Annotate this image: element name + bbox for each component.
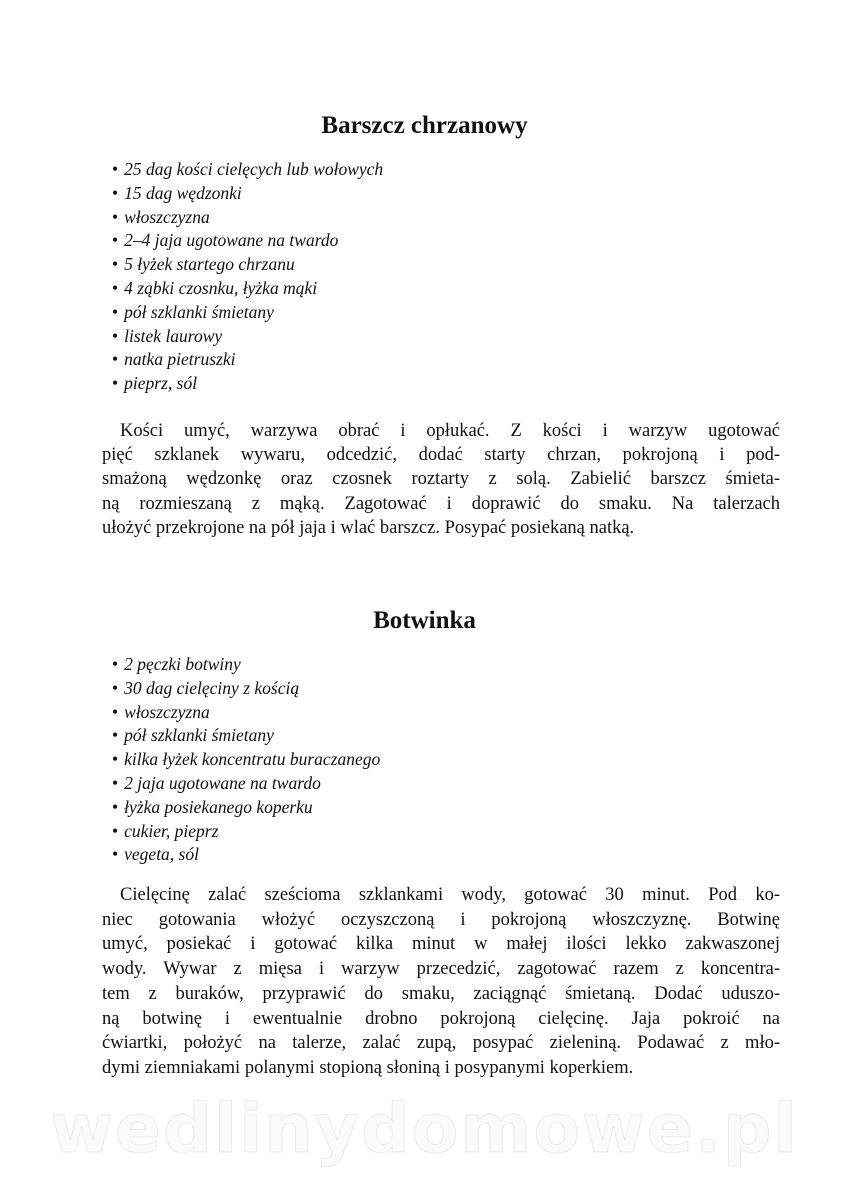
- text-line: ćwiartki, położyć na talerze, zalać zupą, posypać zieleniną. Podawać z mło-: [102, 1033, 780, 1054]
- instructions-botwinka: [102, 883, 780, 1081]
- list-item: • 2–4 jaja ugotowane na twardo: [112, 229, 383, 253]
- list-item: • łyżka posiekanego koperku: [112, 796, 380, 820]
- ingredient-list-barszcz: [112, 158, 383, 396]
- list-item: • 4 ząbki czosnku, łyżka mąki: [112, 277, 383, 301]
- text-line: ną rozmieszaną z mąką. Zagotować i doprawić do smaku. Na talerzach: [102, 493, 780, 514]
- text-line: dymi ziemniakami polanymi stopioną słoniną i posypanymi koperkiem.: [102, 1057, 634, 1078]
- recipe-title-botwinka: Botwinka: [373, 607, 476, 634]
- text-line: umyć, posiekać i gotować kilka minut w małej ilości lekko zakwaszonej: [102, 934, 780, 955]
- text-line: pięć szklanek wywaru, odcedzić, dodać starty chrzan, pokrojoną i pod-: [102, 445, 780, 466]
- instructions-barszcz: [102, 419, 780, 540]
- text-line: tem z buraków, przyprawić do smaku, zaciągnąć śmietaną. Dodać uduszo-: [102, 983, 780, 1004]
- text-line: Kości umyć, warzywa obrać i opłukać. Z kości i warzyw ugotować: [120, 421, 780, 441]
- text-line: wody. Wywar z mięsa i warzyw przecedzić, zagotować razem z koncentra-: [102, 959, 780, 980]
- list-item: • włoszczyzna: [112, 701, 380, 725]
- list-item: • 25 dag kości cielęcych lub wołowych: [112, 158, 383, 182]
- text-line: Cielęcinę zalać sześcioma szklankami wody, gotować 30 minut. Pod ko-: [120, 885, 780, 905]
- list-item: • kilka łyżek koncentratu buraczanego: [112, 748, 380, 772]
- list-item: • pieprz, sól: [112, 372, 383, 396]
- list-item: • 30 dag cielęciny z kością: [112, 677, 380, 701]
- list-item: • natka pietruszki: [112, 348, 383, 372]
- list-item: • 15 dag wędzonki: [112, 182, 383, 206]
- text-line: ułożyć przekrojone na pół jaja i wlać barszcz. Posypać posiekaną natką.: [102, 517, 635, 538]
- list-item: • pół szklanki śmietany: [112, 724, 380, 748]
- list-item: • cukier, pieprz: [112, 820, 380, 844]
- list-item: • listek laurowy: [112, 325, 383, 349]
- text-line: smażoną wędzonkę oraz czosnek roztarty z solą. Zabielić barszcz śmieta-: [102, 469, 780, 490]
- list-item: • vegeta, sól: [112, 843, 380, 867]
- ingredient-list-botwinka: [112, 653, 380, 867]
- list-item: • 5 łyżek startego chrzanu: [112, 253, 383, 277]
- watermark: wedlinydomowe.pl: [50, 1090, 799, 1169]
- list-item: • 2 jaja ugotowane na twardo: [112, 772, 380, 796]
- text-line: niec gotowania włożyć oczyszczoną i pokrojoną włoszczyznę. Botwinę: [102, 909, 780, 930]
- text-line: ną botwinę i ewentualnie drobno pokrojoną cielęcinę. Jaja pokroić na: [102, 1008, 780, 1029]
- list-item: • włoszczyzna: [112, 206, 383, 230]
- list-item: • 2 pęczki botwiny: [112, 653, 380, 677]
- recipe-title-barszcz: Barszcz chrzanowy: [321, 112, 528, 139]
- list-item: • pół szklanki śmietany: [112, 301, 383, 325]
